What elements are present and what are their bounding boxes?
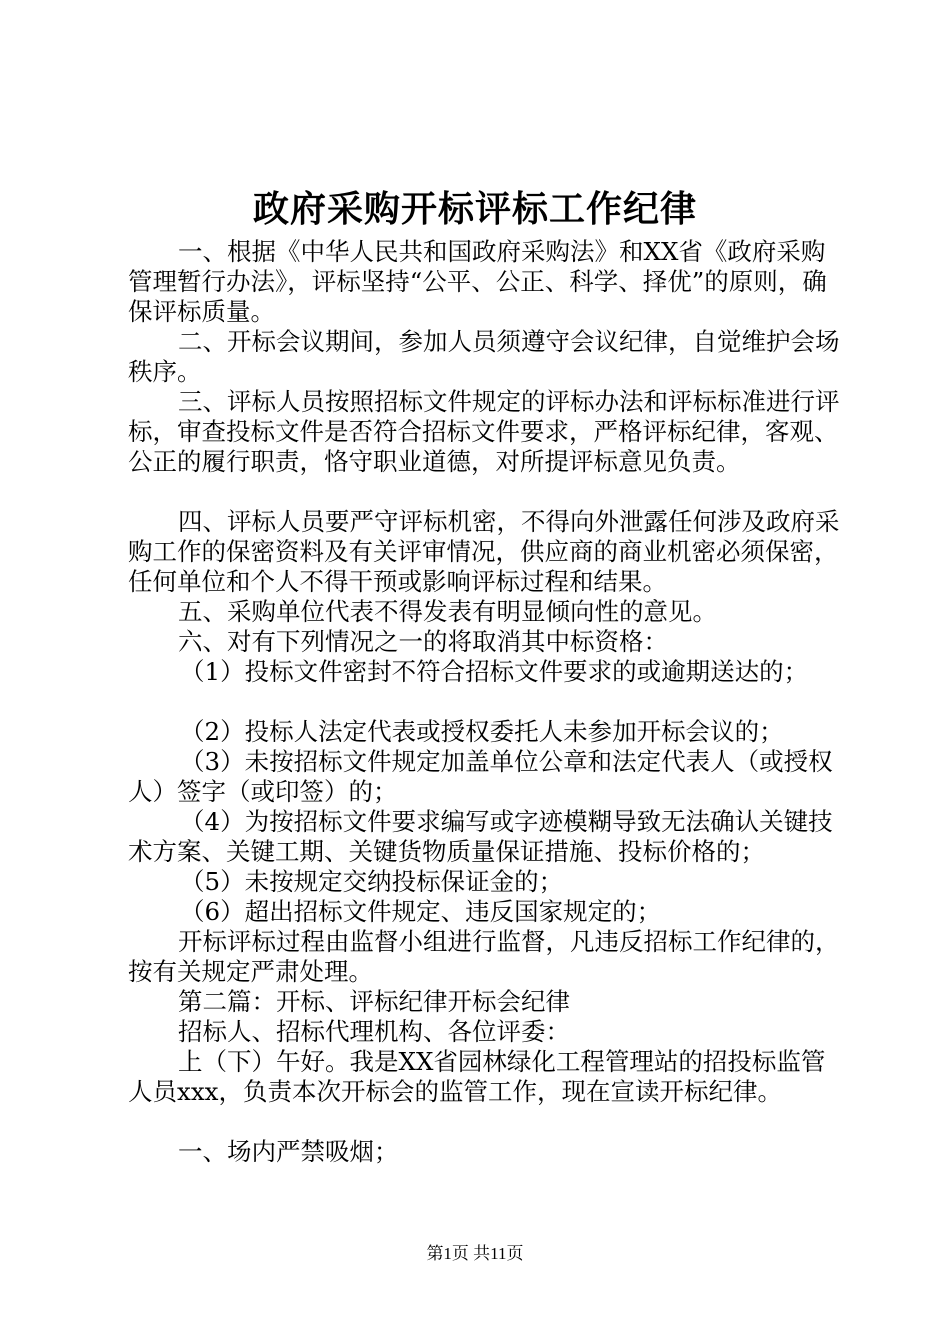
page-number: 第1页 共11页 (426, 1244, 524, 1263)
document-title: 政府采购开标评标工作纪律 (252, 188, 697, 230)
document-body (128, 237, 840, 1167)
paragraph-5: 五、采购单位代表不得发表有明显倾向性的意见。 (178, 597, 717, 626)
paragraph-8: 上（下）午好。我是XX省园林绿化工程管理站的招投标监管人员xxx，负责本次开标会的监管工作，现在宣读开标纪律。 (128, 1047, 826, 1106)
paragraph-3: 三、评标人员按照招标文件规定的评标办法和评标标准进行评标，审查投标文件是否符合招标文件要求，严格评标纪律，客观、公正的履行职责，恪守职业道德，对所提评标意见负责。 (128, 387, 840, 476)
paragraph-1: 一、根据《中华人民共和国政府采购法》和XX省《政府采购管理暂行办法》，评标坚持“公平、公正、科学、择优”的原则，确保评标质量。 (128, 237, 827, 326)
salutation: 招标人、招标代理机构、各位评委： (178, 1017, 570, 1046)
list-item-4: （4）为按招标文件要求编写或字迹模糊导致无法确认关键技术方案、关键工期、关键货物质量保证措施、投标价格的； (128, 807, 833, 866)
list-item-1: （1）投标文件密封不符合招标文件要求的或逾期送达的； (180, 657, 809, 686)
list-item-6: （6）超出招标文件规定、违反国家规定的； (180, 897, 662, 926)
paragraph-9: 一、场内严禁吸烟； (178, 1137, 399, 1166)
paragraph-4: 四、评标人员要严守评标机密，不得向外泄露任何涉及政府采购工作的保密资料及有关评审情况，供应商的商业机密必须保密，任何单位和个人不得干预或影响评标过程和结果。 (128, 507, 840, 596)
list-item-3: （3）未按招标文件规定加盖单位公章和法定代表人（或授权人）签字（或印签）的； (128, 747, 833, 806)
paragraph-6: 六、对有下列情况之一的将取消其中标资格： (178, 627, 668, 656)
list-item-5: （5）未按规定交纳投标保证金的； (180, 867, 564, 896)
section-heading: 第二篇：开标、评标纪律开标会纪律 (178, 987, 570, 1016)
paragraph-7: 开标评标过程由监督小组进行监督，凡违反招标工作纪律的，按有关规定严肃处理。 (128, 927, 840, 986)
list-item-2: （2）投标人法定代表或授权委托人未参加开标会议的； (180, 717, 784, 746)
paragraph-2: 二、开标会议期间，参加人员须遵守会议纪律，自觉维护会场秩序。 (128, 327, 840, 386)
